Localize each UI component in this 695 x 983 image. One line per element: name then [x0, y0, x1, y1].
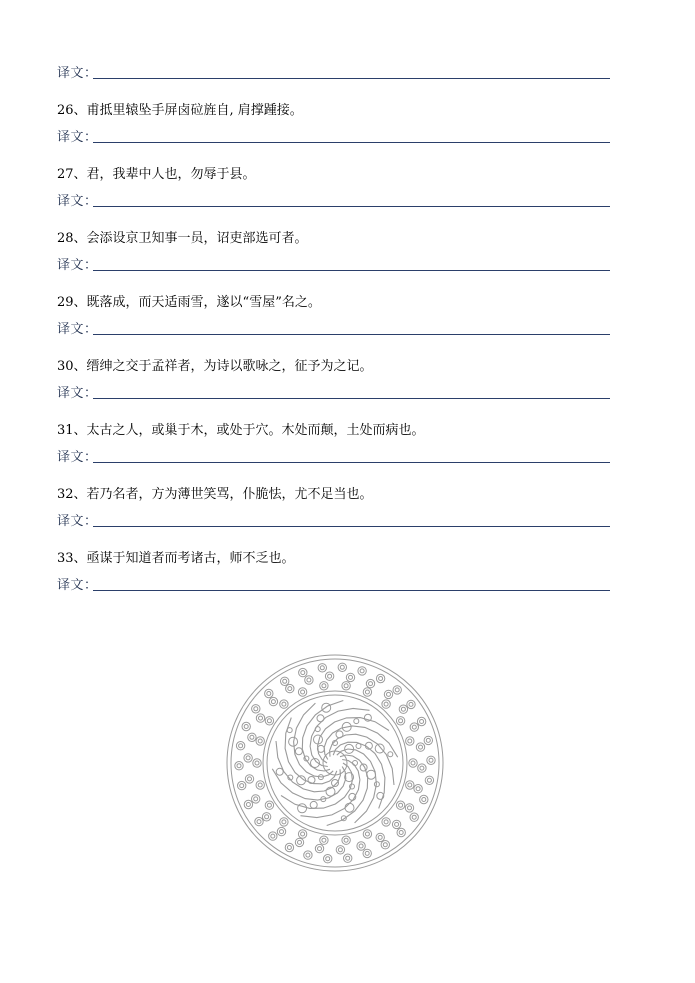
translation-row	[57, 510, 610, 542]
translation-label: 译文：	[57, 66, 98, 81]
translation-row	[57, 574, 610, 606]
translation-label: 译文：	[57, 514, 98, 529]
translation-label: 译文：	[57, 322, 98, 337]
question-row	[57, 414, 610, 446]
answer-line	[93, 270, 610, 271]
question-text: 33、亟谋于知道者而考诸古，师不乏也。	[57, 551, 295, 566]
answer-line	[93, 590, 610, 591]
translation-row	[57, 190, 610, 222]
question-row	[57, 542, 610, 574]
answer-line	[93, 142, 610, 143]
question-text: 26、甫抵里辕坠手屏卤砬旌自, 肩撑踵接。	[57, 103, 303, 118]
question-row	[57, 158, 610, 190]
translation-label: 译文：	[57, 258, 98, 273]
translation-row	[57, 318, 610, 350]
answer-line	[93, 462, 610, 463]
translation-label: 译文：	[57, 130, 98, 145]
question-text: 29、既落成，而天适雨雪，遂以“雪屋”名之。	[57, 295, 321, 310]
question-row	[57, 94, 610, 126]
translation-row	[57, 126, 610, 158]
question-text: 32、若乃名者，方为薄世笑骂，仆脆怯，尤不足当也。	[57, 487, 373, 502]
translation-row	[57, 446, 610, 478]
answer-line	[93, 526, 610, 527]
answer-line	[93, 334, 610, 335]
question-text: 27、君，我辈中人也，勿辱于县。	[57, 167, 256, 182]
translation-label: 译文：	[57, 578, 98, 593]
question-row	[57, 286, 610, 318]
exercise-list	[57, 62, 610, 606]
translation-row	[57, 382, 610, 414]
answer-line	[93, 398, 610, 399]
question-text: 30、缙绅之交于孟祥者，为诗以歌咏之，征予为之记。	[57, 359, 373, 374]
translation-row	[57, 254, 610, 286]
translation-row	[57, 62, 610, 94]
answer-line	[93, 206, 610, 207]
question-text: 28、会添设京卫知事一员，诏吏部选可者。	[57, 231, 308, 246]
translation-label: 译文：	[57, 450, 98, 465]
translation-label: 译文：	[57, 194, 98, 209]
dragon-medallion-icon	[224, 652, 446, 874]
question-row	[57, 222, 610, 254]
question-text: 31、太古之人，或巢于木，或处于穴。木处而颠，土处而病也。	[57, 423, 425, 438]
answer-line	[93, 78, 610, 79]
question-row	[57, 478, 610, 510]
translation-label: 译文：	[57, 386, 98, 401]
question-row	[57, 350, 610, 382]
